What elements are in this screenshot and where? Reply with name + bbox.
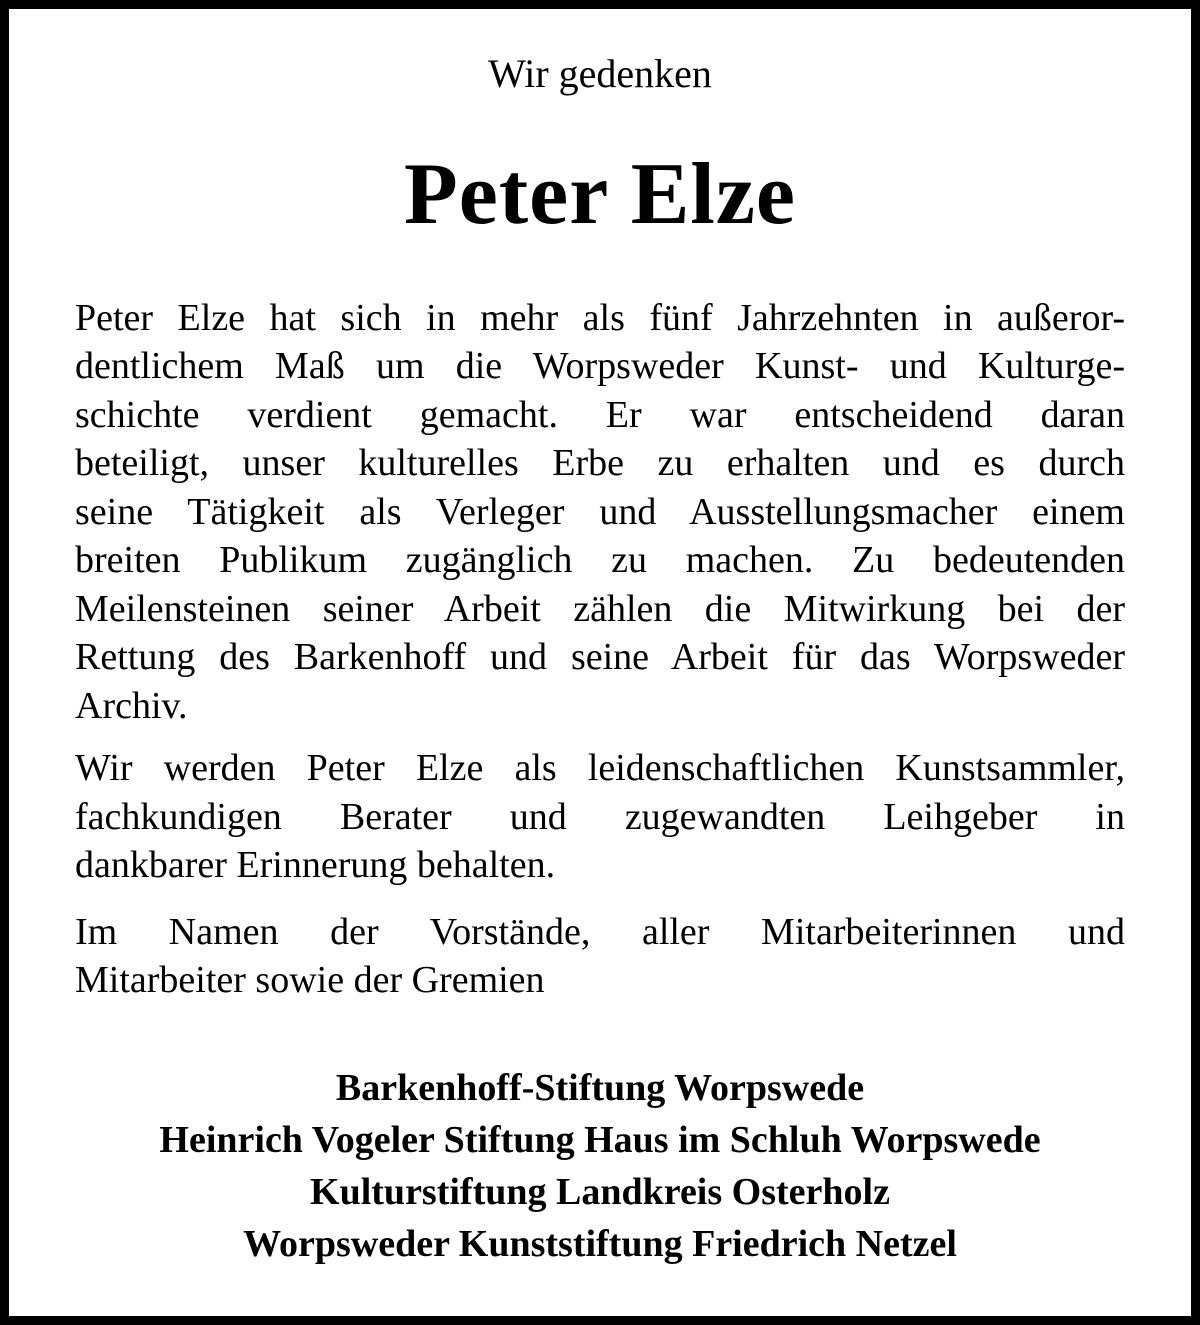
body-text-line: Archiv.: [75, 684, 188, 727]
obituary-paragraph: [75, 744, 1125, 890]
body-text-line: Peter Elze hat sich in mehr als fünf Jahrzehnten in außeror-: [75, 296, 1125, 339]
body-text-line: Rettung des Barkenhoff und seine Arbeit für das Worpsweder: [75, 636, 1125, 679]
body-text-line: Meilensteinen seiner Arbeit zählen die Mitwirkung bei der: [75, 587, 1125, 630]
signatories: [75, 1062, 1125, 1270]
obituary-paragraph: [75, 908, 1125, 1005]
body-text-line: Im Namen der Vorstände, aller Mitarbeiterinnen und: [75, 910, 1125, 953]
signatory-line: Worpsweder Kunststiftung Friedrich Netzel: [243, 1222, 957, 1265]
body-text-line: Wir werden Peter Elze als leidenschaftlichen Kunstsammler,: [75, 747, 1125, 790]
signatory-line: Heinrich Vogeler Stiftung Haus im Schluh Worpswede: [159, 1118, 1041, 1161]
obituary-body: [75, 294, 1125, 1005]
body-text-line: dankbarer Erinnerung behalten.: [75, 844, 556, 887]
memorial-heading: Wir gedenken: [488, 51, 712, 96]
body-text-line: seine Tätigkeit als Verleger und Ausstellungsmacher einem: [75, 490, 1125, 533]
deceased-name: Peter Elze: [404, 146, 796, 243]
signatory-line: Barkenhoff-Stiftung Worpswede: [335, 1066, 865, 1109]
body-text-line: fachkundigen Berater und zugewandten Leihgeber in: [75, 795, 1125, 838]
obituary-paragraph: [75, 294, 1125, 731]
body-text-line: Mitarbeiter sowie der Gremien: [75, 959, 545, 1002]
signatory-line: Kulturstiftung Landkreis Osterholz: [310, 1170, 890, 1213]
body-text-line: dentlichem Maß um die Worpsweder Kunst- und Kulturge-: [75, 345, 1125, 388]
body-text-line: beteiligt, unser kulturelles Erbe zu erhalten und es durch: [75, 442, 1125, 485]
body-text-line: schichte verdient gemacht. Er war entscheidend daran: [75, 393, 1125, 436]
body-text-line: breiten Publikum zugänglich zu machen. Zu bedeutenden: [75, 539, 1125, 582]
